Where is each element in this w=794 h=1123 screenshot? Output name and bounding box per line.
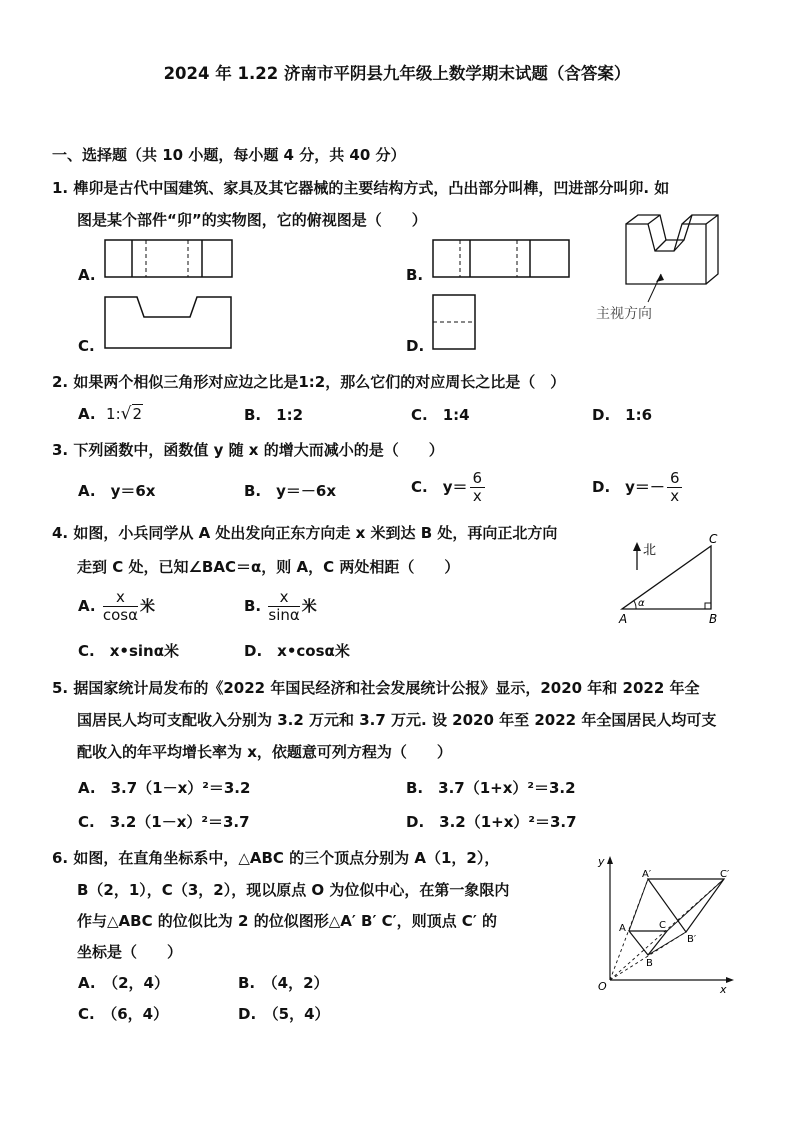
fraction-denominator: cosα [102, 606, 138, 624]
q6-option-d: D. （5，4） [238, 1005, 330, 1023]
point-a-label: A [619, 612, 628, 626]
fraction-numerator: x [103, 589, 138, 607]
q3-option-b: B. y＝－6x [244, 482, 337, 500]
q6-option-a: A. （2，4） [78, 974, 169, 992]
fraction-numerator: 6 [667, 470, 683, 488]
q6-option-c: C. （6，4） [78, 1005, 169, 1023]
q6-line4: 坐标是（ ） [77, 943, 183, 961]
q2-option-c: C. 1:4 [411, 406, 470, 424]
page-title: 2024 年 1.22 济南市平阴县九年级上数学期末试题（含答案） [163, 64, 631, 83]
fraction-denominator: x [472, 487, 482, 505]
q2-text: 2. 如果两个相似三角形对应边之比是1:2，那么它们的对应周长之比是（ ） [52, 373, 566, 391]
q4-option-b [244, 589, 317, 624]
fraction-denominator: x [670, 487, 680, 505]
q4-option-c: C. x•sinα米 [78, 642, 180, 660]
q6-line1: 6. 如图，在直角坐标系中，△ABC 的三个顶点分别为 A（1，2）， [52, 849, 500, 867]
q1-option-b-label: B. [406, 266, 424, 284]
q2-option-a-ratio: 1: [106, 405, 121, 423]
q3-option-d-label: D. y＝－ [592, 478, 665, 496]
q1-line2: 图是某个部件“卯”的实物图，它的俯视图是（ ） [77, 211, 427, 229]
q6-line2: B（2，1），C（3，2），现以原点 O 为位似中心，在第一象限内 [77, 881, 510, 899]
q2-option-a [78, 404, 143, 424]
point-c-prime-label: C′ [720, 869, 730, 880]
q2-option-a-radicand: 2 [132, 405, 143, 423]
q4-line1: 4. 如图，小兵同学从 A 处出发向正东方向走 x 米到达 B 处，再向正北方向 [52, 524, 558, 542]
q2-option-d: D. 1:6 [592, 406, 653, 424]
q1-option-b-figure [432, 239, 572, 279]
q3-option-c-label: C. y＝ [411, 478, 468, 496]
alpha-label: α [638, 598, 645, 609]
q3-option-c-fraction [470, 470, 486, 505]
q1-option-d-figure [432, 294, 482, 352]
q4-option-a [78, 589, 155, 624]
q3-option-a: A. y＝6x [78, 482, 156, 500]
q5-option-a: A. 3.7（1－x）²＝3.2 [78, 779, 251, 797]
q1-line1: 1. 榫卯是古代中国建筑、家具及其它器械的主要结构方式，凸出部分叫榫，凹进部分叫卯. 如 [52, 179, 670, 197]
q5-line3: 配收入的年平均增长率为 x，依题意可列方程为（ ） [77, 743, 452, 761]
q1-view-direction-label: 主视方向 [596, 306, 652, 322]
point-a-label: A [619, 923, 626, 934]
q6-line3: 作与△ABC 的位似比为 2 的位似图形△A′ B′ C′，则顶点 C′ 的 [77, 912, 497, 930]
fraction-denominator: sinα [268, 606, 300, 624]
q5-option-c: C. 3.2（1－x）²＝3.7 [78, 813, 250, 831]
q4-option-b-label: B. [244, 597, 262, 615]
y-axis-label: y [598, 855, 605, 868]
q3-option-c [411, 470, 487, 505]
fraction-numerator: x [268, 589, 299, 607]
q1-option-c-figure [104, 296, 234, 351]
point-a-prime-label: A′ [642, 869, 652, 880]
point-c-label: C [709, 532, 718, 546]
q1-option-a-figure [104, 239, 234, 279]
section-heading: 一、选择题（共 10 小题，每小题 4 分，共 40 分） [52, 146, 406, 164]
fraction-numerator: 6 [470, 470, 486, 488]
q3-text: 3. 下列函数中，函数值 y 随 x 的增大而减小的是（ ） [52, 441, 444, 459]
q4-option-a-label: A. [78, 597, 96, 615]
q4-option-a-fraction [103, 589, 138, 624]
point-b-prime-label: B′ [687, 934, 697, 945]
q6-option-b: B. （4，2） [238, 974, 329, 992]
point-b-label: B [709, 612, 718, 626]
q1-option-a-label: A. [78, 266, 96, 284]
q5-option-b: B. 3.7（1+x）²＝3.2 [406, 779, 576, 797]
q5-option-d: D. 3.2（1+x）²＝3.7 [406, 813, 577, 831]
q5-line1: 5. 据国家统计局发布的《2022 年国民经济和社会发展统计公报》显示，2020 年和 2022 年全 [52, 679, 700, 697]
origin-label: O [598, 980, 607, 993]
point-b-label: B [646, 958, 653, 969]
q6-coordinate-figure [590, 852, 740, 997]
q4-option-d: D. x•cosα米 [244, 642, 350, 660]
q1-option-d-label: D. [406, 337, 425, 355]
sqrt-icon: √ [120, 404, 132, 424]
q4-option-b-fraction [268, 589, 299, 624]
q4-triangle-figure [612, 532, 732, 627]
unit-label: 米 [139, 597, 155, 615]
q4-line2: 走到 C 处，已知∠BAC＝α，则 A，C 两处相距（ ） [77, 558, 460, 576]
q3-option-d [592, 470, 684, 505]
north-label: 北 [643, 543, 657, 558]
q1-option-c-label: C. [78, 337, 95, 355]
q2-option-a-label: A. [78, 405, 96, 423]
unit-label: 米 [301, 597, 317, 615]
q2-option-b: B. 1:2 [244, 406, 304, 424]
point-c-label: C [659, 920, 666, 931]
q3-option-d-fraction [667, 470, 683, 505]
q5-line2: 国居民人均可支配收入分别为 3.2 万元和 3.7 万元. 设 2020 年至 2022 年全国居民人均可支 [77, 711, 717, 729]
q1-mortise-3d-figure [598, 214, 738, 324]
x-axis-label: x [720, 983, 727, 996]
